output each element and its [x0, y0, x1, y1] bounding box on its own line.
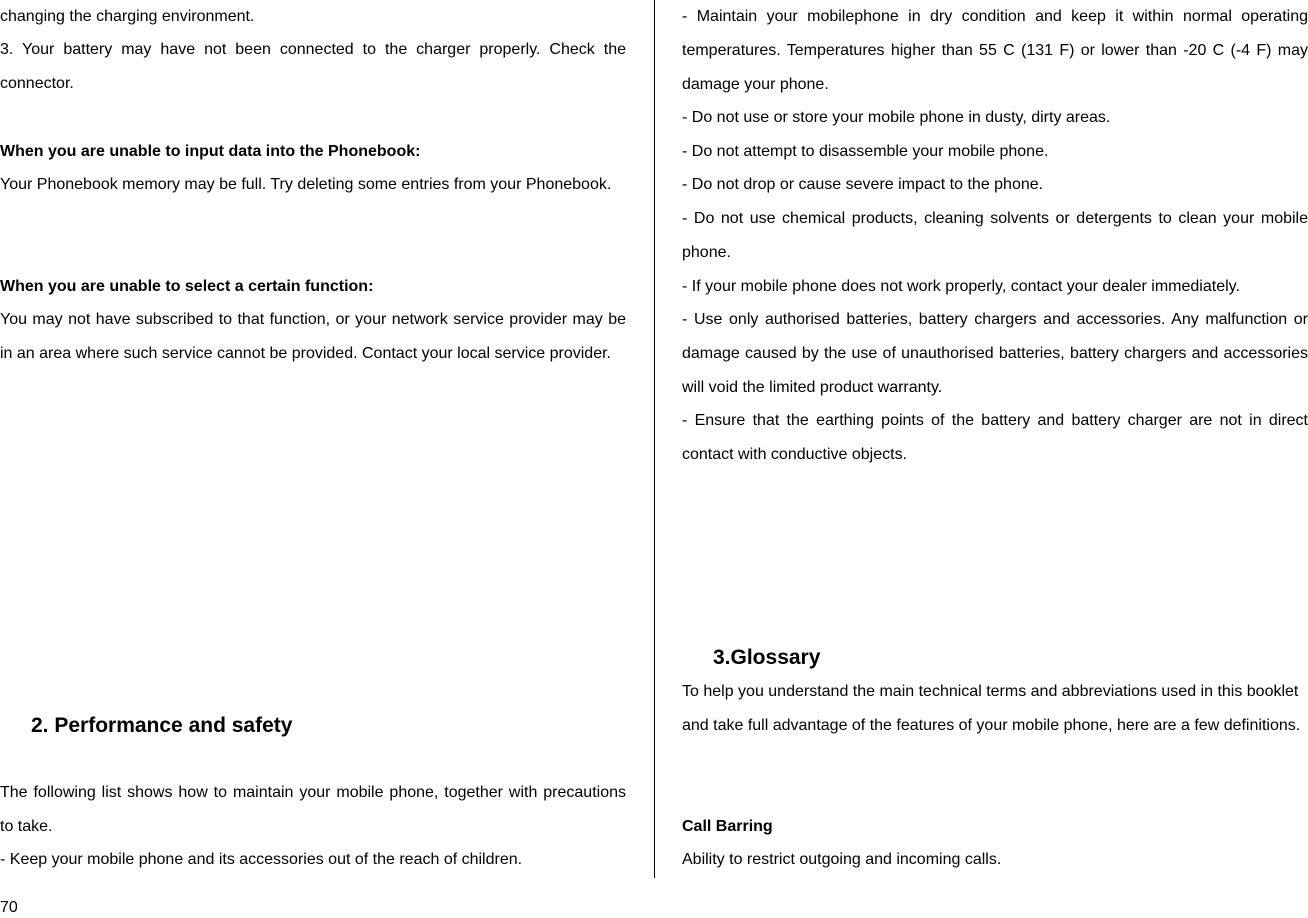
precaution-dry-condition: - Maintain your mobilephone in dry condition and keep it within normal operating temperatures. Temperatures higher than 55 C (131 F) or lower than -20 C (-4 F) may damage your phone. [682, 8, 1308, 93]
glossary-term-heading: Call Barring [682, 818, 773, 835]
precaution-chemicals: - Do not use chemical products, cleaning solvents or detergents to clean your mobile phone. [682, 210, 1308, 261]
section-intro: The following list shows how to maintain your mobile phone, together with precautions to take. [0, 784, 626, 835]
battery-tip: 3. Your battery may have not been connected to the charger properly. Check the connector. [0, 41, 626, 92]
function-heading: When you are unable to select a certain function: [0, 278, 374, 295]
section-title-glossary: 3.Glossary [713, 646, 821, 669]
first-precaution: - Keep your mobile phone and its accessories out of the reach of children. [0, 851, 523, 868]
function-body: You may not have subscribed to that function, or your network service provider may be in an area where such service cannot be provided. Contact your local service provider. [0, 311, 626, 362]
phonebook-heading: When you are unable to input data into the Phonebook: [0, 143, 421, 160]
precaution-impact: - Do not drop or cause severe impact to the phone. [682, 176, 1044, 193]
precaution-authorised: - Use only authorised batteries, battery chargers and accessories. Any malfunction or damage caused by the use of unauthorised batteries, battery chargers and accessories will void the limited product warranty. [682, 311, 1308, 396]
intro-line: changing the charging environment. [0, 8, 255, 25]
precaution-disassemble: - Do not attempt to disassemble your mobile phone. [682, 143, 1049, 160]
page-number: 70 [0, 899, 18, 916]
precaution-dealer: - If your mobile phone does not work properly, contact your dealer immediately. [682, 278, 1240, 295]
column-divider [654, 0, 655, 878]
glossary-term-definition: Ability to restrict outgoing and incoming calls. [682, 851, 1002, 868]
phonebook-body: Your Phonebook memory may be full. Try deleting some entries from your Phonebook. [0, 176, 612, 193]
section-title-performance: 2. Performance and safety [31, 714, 293, 737]
precaution-dusty-areas: - Do not use or store your mobile phone in dusty, dirty areas. [682, 109, 1111, 126]
precaution-earthing: - Ensure that the earthing points of the battery and battery charger are not in direct contact with conductive objects. [682, 412, 1308, 463]
glossary-intro: To help you understand the main technical terms and abbreviations used in this booklet and take full advantage of the features of your mobile phone, here are a few definitions. [682, 683, 1301, 734]
